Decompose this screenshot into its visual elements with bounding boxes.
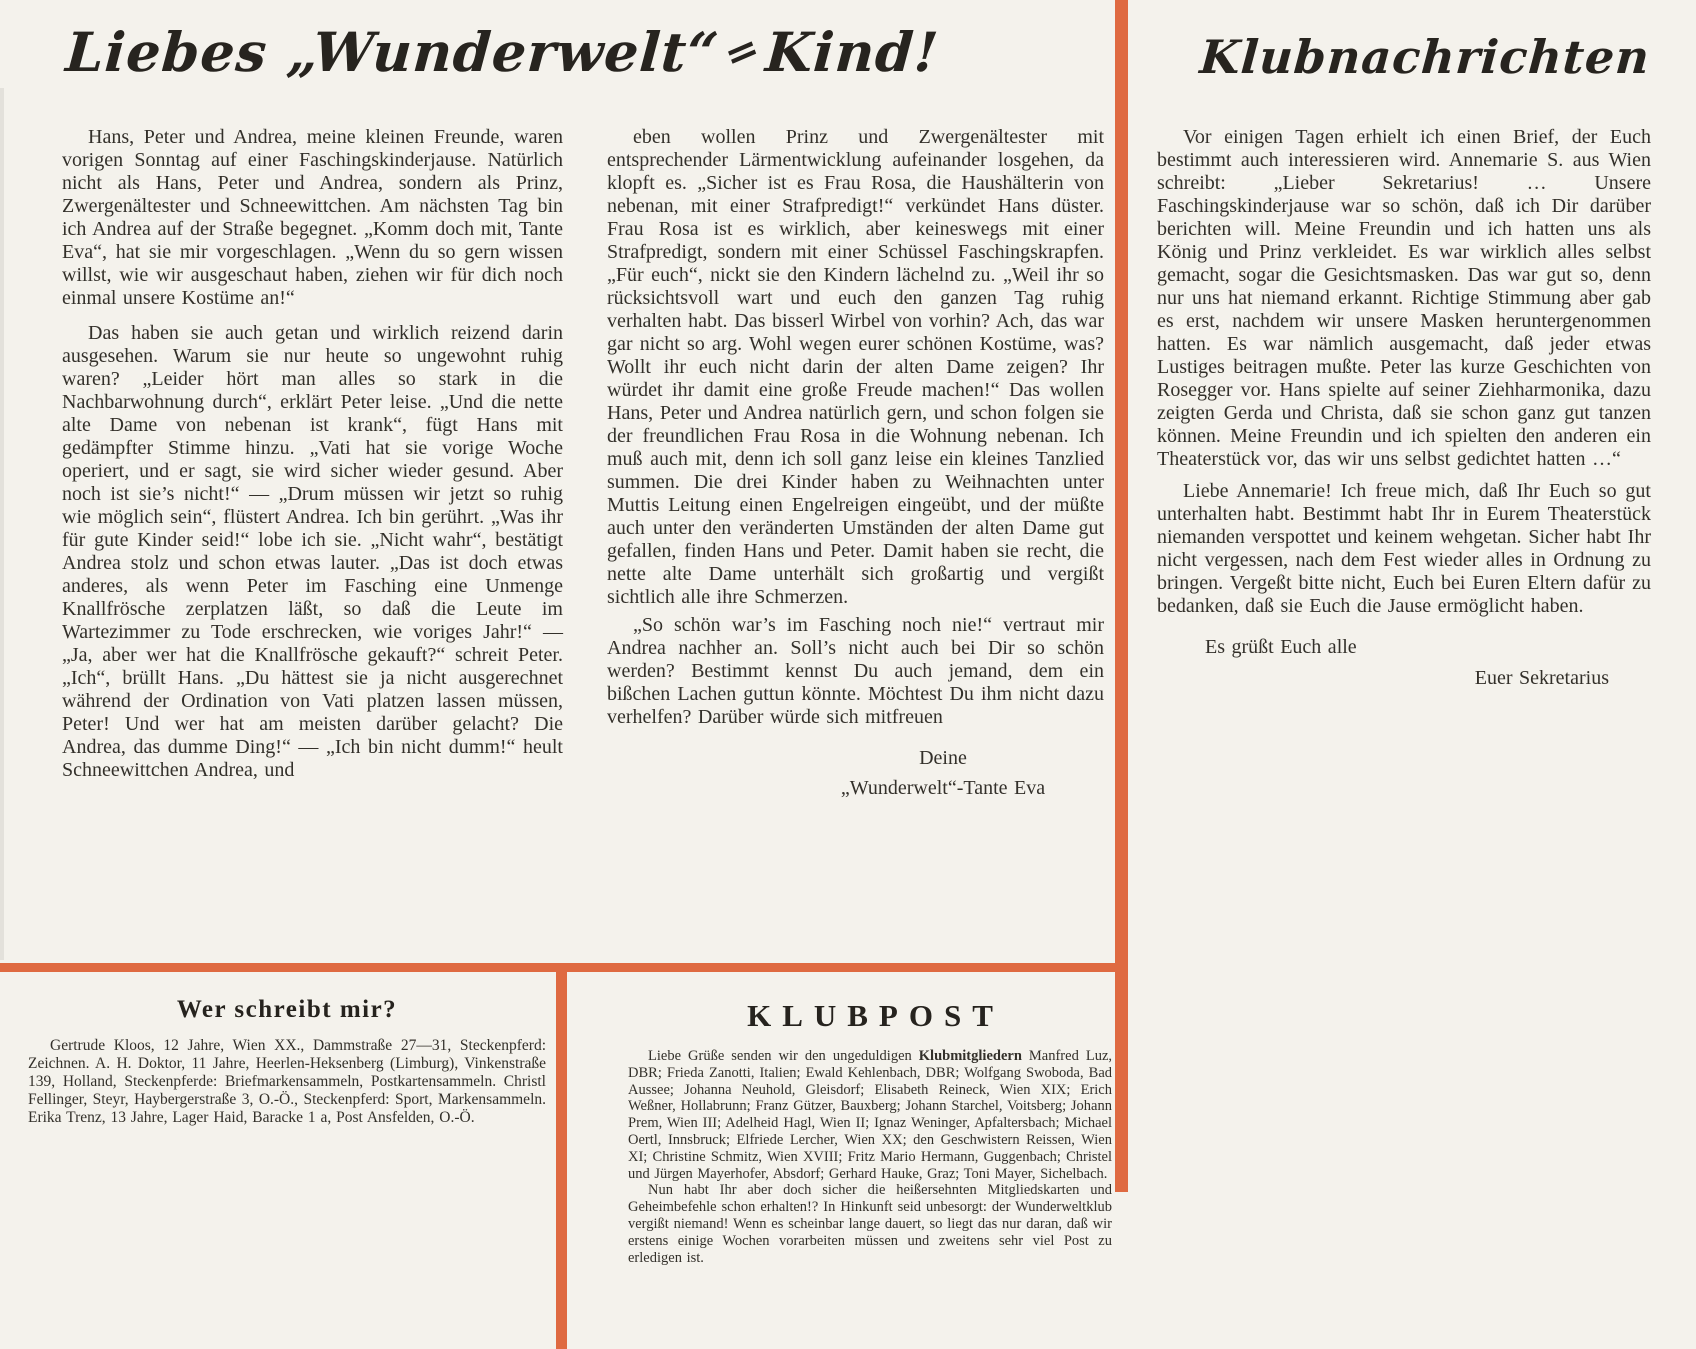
divider-vertical-main (1115, 0, 1128, 1192)
article-paragraph: „So schön war’s im Fasching noch nie!“ vertraut mir Andrea nachher an. Soll’s nicht auch bei Dir so schön werden? Bestimmt kennst Du auch jemand, dem ein bißchen Lachen guttun könnte. Möchtest Du ihm nicht dazu verhelfen? Darüber würde sich mitfreuen (607, 614, 1104, 728)
article-signature (607, 743, 1104, 803)
article-title (64, 20, 941, 84)
klubpost-bold-term: Klubmitgliedern (918, 1048, 1022, 1064)
klubnachrichten-signature: Euer Sekretarius (1474, 667, 1609, 689)
article-paragraph: Das haben sie auch getan und wirklich reizend darin ausgesehen. Warum sie nur heute so ungewohnt ruhig waren? „Leider hört man alles so stark in die Nachbarwohnung durch“, erklärt Peter leise. „Und die nette alte Dame von nebenan ist krank“, fügt Hans mit gedämpfter Stimme hinzu. „Vati hat sie vorige Woche operiert, und er sagt, sie wird sicher wieder gesund. Aber noch ist sie’s nicht!“ — „Drum müssen wir jetzt so ruhig wie möglich sein“, flüstert Andrea. Ich bin gerührt. „Was ihr für gute Kinder seid!“ lobe ich sie. „Nicht wahr“, bestätigt Andrea stolz und schon etwas lauter. „Das ist doch etwas anderes, als wenn Peter im Fasching eine Unmenge Knallfrösche zerplatzen läßt, so daß die Leute im Wartezimmer zu Tode erschrecken, wie voriges Jahr!“ — „Ja, aber wer hat die Knallfrösche gekauft?“ schreit Peter. „Ich“, brüllt Hans. „Du hättest sie ja nicht ausgerechnet während der Ordination von Vati platzen lassen müssen, Peter! Und wer hat am meisten darüber gelacht? Die Andrea, das dumme Ding!“ — „Ich bin nicht dumm!“ heult Schneewittchen Andrea, und (62, 322, 563, 781)
klubnachrichten-paragraph: Liebe Annemarie! Ich freue mich, daß Ihr Euch so gut unterhalten habt. Bestimmt habt Ihr in Eurem Theaterstück niemanden verspottet und keinem wehgetan. Sicher habt Ihr nicht vergessen, nach dem Fest wieder alles in Ordnung zu bringen. Vergeßt bitte nicht, Euch bei Euren Eltern dafür zu bedanken, daß sie Euch die Jause ermöglicht haben. (1157, 480, 1651, 617)
klubpost-title: KLUBPOST (747, 998, 1004, 1033)
article-paragraph: eben wollen Prinz und Zwergenältester mit entsprechender Lärmentwicklung aufeinander losgehen, da klopft es. „Sicher ist es Frau Rosa, die Haushälterin von nebenan, mit einer Strafpredigt!“ verkündet Hans düster. Frau Rosa ist es wirklich, aber keineswegs mit einer Strafpredigt, sondern mit einer Schüssel Faschingskrapfen. „Für euch“, nickt sie den Kindern lächelnd zu. „Weil ihr so rücksichtsvoll wart und euch den ganzen Tag ruhig verhalten habt. Das bisserl Wirbel von vorhin? Ach, das war gar nicht so arg. Wohl wegen eurer schönen Kostüme, was? Wollt ihr euch nicht darin der alten Dame zeigen? Ihr würdet ihr damit eine große Freude machen!“ Das wollen Hans, Peter und Andrea natürlich gern, und schon folgen sie der freundlichen Frau Rosa in die Wohnung nebenan. Ich muß auch mit, denn ich soll ganz leise ein kleines Tanzlied summen. Die drei Kinder haben zu Weihnachten unter Muttis Leitung einen Engelreigen eingeübt, und der müßte auch unter den veränderten Umständen der alten Dame gut gefallen, finden Hans und Peter. Damit haben sie recht, die nette alte Dame unterhält sich großartig und vergißt sichtlich alle ihre Schmerzen. (607, 126, 1104, 608)
klubnachrichten-closing: Es grüßt Euch alle (1205, 636, 1357, 658)
divider-horizontal (0, 963, 1115, 972)
klubpost-paragraph (628, 1048, 1112, 1182)
wer-schreibt-mir-body: Gertrude Kloos, 12 Jahre, Wien XX., Dammstraße 27—31, Steckenpferd: Zeichnen. A. H. Doktor, 11 Jahre, Heerlen-Heksenberg (Limburg), Vinkenstraße 139, Holland, Steckenpferde: Briefmarkensammeln, Postkartensammeln. Christl Fellinger, Steyr, Haybergerstraße 3, O.-Ö., Steckenpferd: Sport, Markensammeln. Erika Trenz, 13 Jahre, Lager Haid, Baracke 1 a, Post Ansfelden, O.-Ö. (28, 1037, 546, 1126)
scan-edge-artifact (0, 88, 4, 960)
wer-schreibt-mir-title: Wer schreibt mir? (176, 996, 398, 1023)
klubpost-box (628, 998, 1112, 1266)
article-title-part2: Kind! (763, 20, 942, 84)
divider-vertical-bottom (556, 972, 567, 1349)
article-column-left (62, 126, 563, 782)
double-hyphen-glyph: = (718, 23, 767, 80)
article-paragraph: Hans, Peter und Andrea, meine kleinen Freunde, waren vorigen Sonntag auf einer Faschingskinderjause. Natürlich nicht als Hans, Peter und Andrea, sondern als Prinz, Zwergenältester und Schneewittchen. Am nächsten Tag bin ich Andrea auf der Straße begegnet. „Komm doch mit, Tante Eva“, hat sie mir vorgeschlagen. „Wenn du so gern wissen willst, wie wir ausgeschaut haben, ziehen wir für dich noch einmal unsere Kostüme an!“ (62, 126, 563, 309)
article-column-right (607, 126, 1104, 803)
wer-schreibt-mir-box (28, 996, 546, 1127)
article-signature-line1: Deine (919, 747, 967, 769)
klubnachrichten-section (1157, 126, 1651, 690)
klubpost-greeting-prefix: Liebe Grüße senden wir den ungeduldigen (648, 1048, 919, 1064)
klubnachrichten-title: Klubnachrichten (1198, 30, 1652, 84)
klubpost-member-list: Manfred Luz, DBR; Frieda Zanotti, Italien; Ewald Kehlenbach, DBR; Wolfgang Swoboda, Bad Aussee; Johanna Neuhold, Gleisdorf; Elisabeth Reineck, Wien XIX; Erich Weßner, Hollabrunn; Franz Gützer, Bauxberg; Johann Starchel, Voitsberg; Johann Prem, Wien III; Adelheid Hagl, Wien II; Ignaz Weninger, Apfaltersbach; Michael Oertl, Innsbruck; Elfriede Lercher, Wien XX; den Geschwistern Reissen, Wien XI; Christine Schmitz, Wien XVIII; Fritz Mario Hermann, Guggenbach; Christel und Jürgen Mayerhofer, Absdorf; Gerhard Hauke, Graz; Toni Mayer, Sichelbach. (628, 1048, 1112, 1182)
klubpost-body (628, 1048, 1112, 1266)
article-title-part1: Liebes „Wunderwelt“ (63, 20, 722, 84)
article-signature-line2: „Wunderwelt“-Tante Eva (840, 777, 1046, 799)
klubpost-paragraph: Nun habt Ihr aber doch sicher die heißersehnten Mitgliedskarten und Geheimbefehle schon erhalten!? In Hinkunft seid unbesorgt: der Wunderweltklub vergißt niemand! Wenn es scheinbar lange dauert, so liegt das nur daran, daß wir erstens einige Wochen vorarbeiten müssen und zweitens sehr viel Post zu erledigen ist. (628, 1182, 1112, 1266)
klubnachrichten-paragraph: Vor einigen Tagen erhielt ich einen Brief, der Euch bestimmt auch interessieren wird. Annemarie S. aus Wien schreibt: „Lieber Sekretarius! … Unsere Faschingskinderjause war so schön, daß ich Dir darüber berichten will. Meine Freundin und ich hatten uns als König und Prinz verkleidet. Es war wirklich alles selbst gemacht, sogar die Gesichtsmasken. Das war gut so, denn nur uns hat niemand erkannt. Richtige Stimmung aber gab es erst, nachdem wir unsere Masken heruntergenommen hatten. Es war nämlich ausgemacht, daß jeder etwas Lustiges beitragen mußte. Peter las kurze Geschichten von Rosegger vor. Hans spielte auf seiner Ziehharmonika, dazu zeigten Gerda und Christa, daß sie schon ganz gut tanzen können. Meine Freundin und ich spielten den anderen ein Theaterstück vor, das wir uns selbst gedichtet hatten …“ (1157, 126, 1651, 470)
